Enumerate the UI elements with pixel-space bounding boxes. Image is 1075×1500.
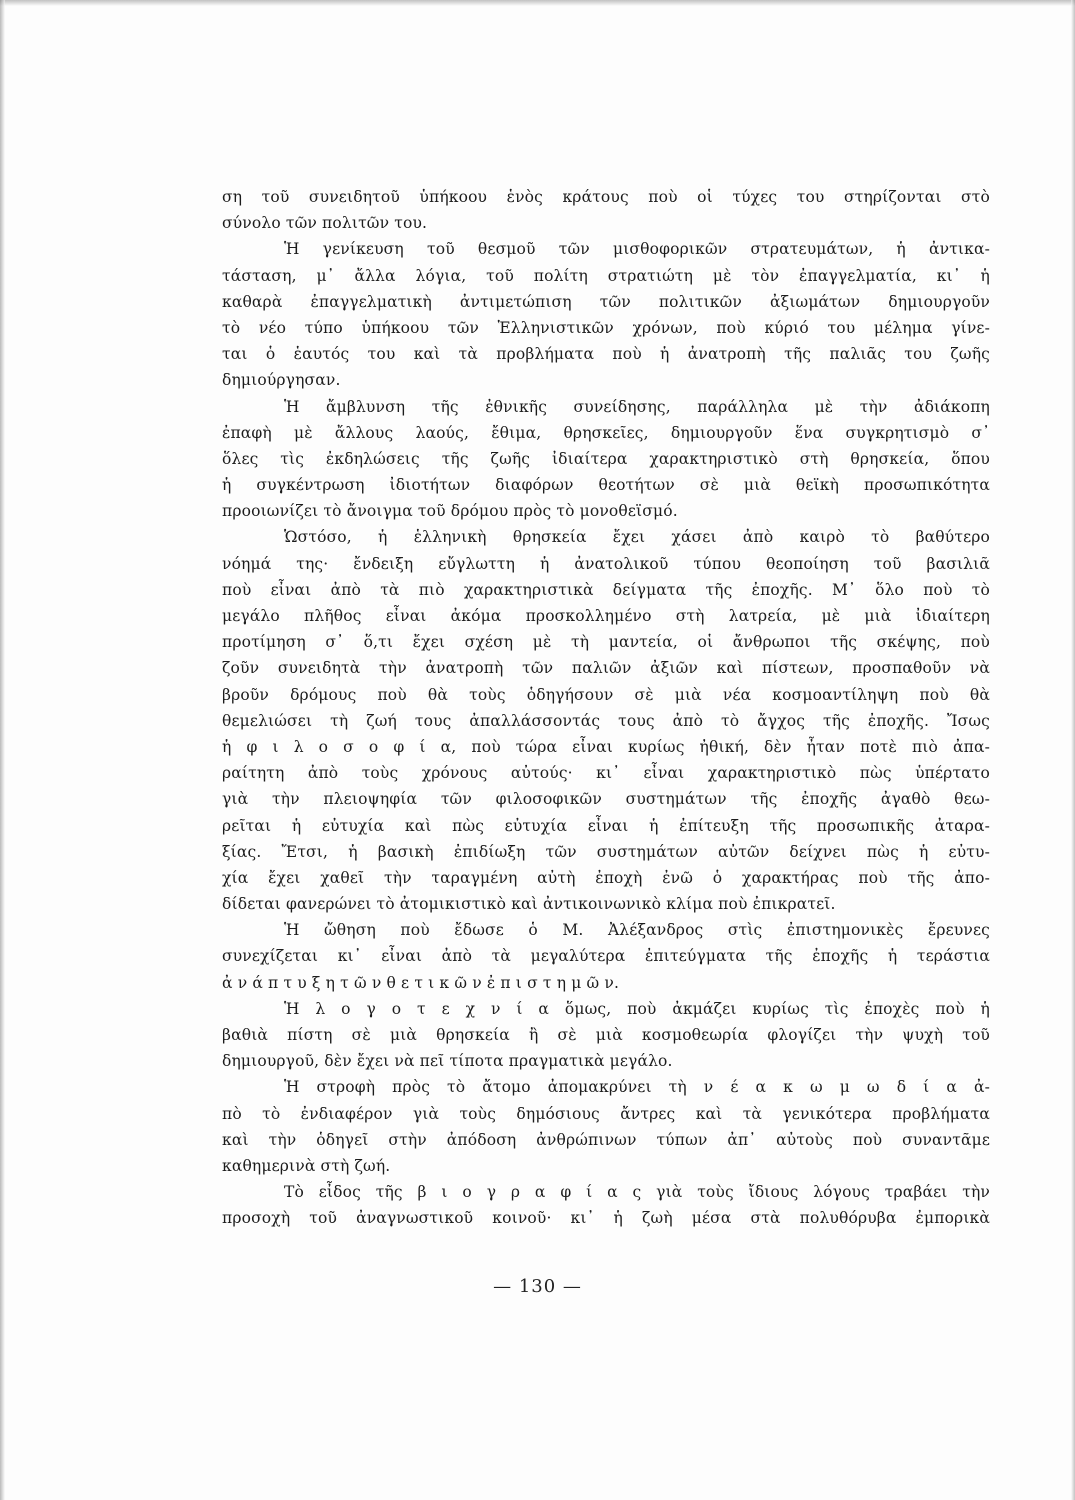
text-line: ρεῖται ἡ εὐτυχία καὶ πὼς εὐτυχία εἶναι ἡ ἐπίτευξη τῆς προσωπικῆς ἀταρα- bbox=[222, 816, 990, 835]
text-line: ἀ ν ά π τ υ ξ η τ ῶ ν θ ε τ ι κ ῶ ν ἐ π ι σ τ η μ ῶ ν. bbox=[222, 973, 620, 992]
text-line: Ἡ ὤθηση ποὺ ἔδωσε ὁ Μ. Ἀλέξανδρος στὶς ἐπιστημονικὲς ἔρευνες bbox=[284, 921, 990, 940]
text-line: βροῦν δρόμους ποὺ θὰ τοὺς ὁδηγήσουν σὲ μιὰ νέα κοσμοαντίληψη ποὺ θὰ bbox=[222, 685, 990, 704]
text-line: ξίας. Ἔτσι, ἡ βασικὴ ἐπιδίωξη τῶν συστημάτων αὐτῶν δείχνει πὼς ἡ εὐτυ- bbox=[222, 842, 990, 861]
text-line: πὸ τὸ ἐνδιαφέρον γιὰ τοὺς δημόσιους ἄντρες καὶ τὰ γενικότερα προβλήματα bbox=[222, 1104, 990, 1123]
text-line: δημιουργοῦ, δὲν ἔχει νὰ πεῖ τίποτα πραγματικὰ μεγάλο. bbox=[222, 1052, 673, 1071]
text-line: ραίτητη ἀπὸ τοὺς χρόνους αὐτούς· κι᾿ εἶναι χαρακτηριστικὸ πὼς ὑπέρτατο bbox=[222, 764, 990, 783]
text-line: συνεχίζεται κι᾿ εἶναι ἀπὸ τὰ μεγαλύτερα ἐπιτεύγματα τῆς ἐποχῆς ἡ τεράστια bbox=[222, 947, 990, 966]
body-text bbox=[222, 184, 990, 1232]
text-line: βαθιὰ πίστη σὲ μιὰ θρησκεία ἢ σὲ μιὰ κοσμοθεωρία φλογίζει τὴν ψυχὴ τοῦ bbox=[222, 1026, 990, 1044]
text-line: προσοχὴ τοῦ ἀναγνωστικοῦ κοινοῦ· κι᾿ ἡ ζωὴ μέσα στὰ πολυθόρυβα ἐμπορικὰ bbox=[222, 1209, 990, 1228]
text-line: νόημά της· ἔνδειξη εὔγλωττη ἡ ἀνατολικοῦ τύπου θεοποίηση τοῦ βασιλιᾶ bbox=[222, 554, 990, 573]
text-line: θεμελιώσει τὴ ζωή τους ἀπαλλάσσοντάς τους ἀπὸ τὸ ἄγχος τῆς ἐποχῆς. Ἴσως bbox=[222, 711, 990, 730]
text-line: σύνολο τῶν πολιτῶν του. bbox=[222, 214, 428, 233]
text-line: Ἡ ἄμβλυνση τῆς ἐθνικῆς συνείδησης, παράλληλα μὲ τὴν ἀδιάκοπη bbox=[284, 397, 990, 416]
text-line: ὅλες τὶς ἐκδηλώσεις τῆς ζωῆς ἰδιαίτερα χαρακτηριστικὸ στὴ θρησκεία, ὅπου bbox=[222, 449, 990, 468]
text-line: ἐπαφὴ μὲ ἄλλους λαούς, ἔθιμα, θρησκεῖες, δημιουργοῦν ἕνα συγκρητισμὸ σ᾿ bbox=[222, 423, 990, 442]
text-line: Ὡστόσο, ἡ ἑλληνικὴ θρησκεία ἔχει χάσει ἀπὸ καιρὸ τὸ βαθύτερο bbox=[284, 528, 990, 547]
page-edge-shadow-left bbox=[0, 0, 5, 1500]
text-line: τάσταση, μ᾿ ἄλλα λόγια, τοῦ πολίτη στρατιώτη μὲ τὸν ἐπαγγελματία, κι᾿ ἡ bbox=[222, 266, 990, 285]
page-edge-shadow-top bbox=[0, 0, 1075, 6]
text-line: ζοῦν συνειδητὰ τὴν ἀνατροπὴ τῶν παλιῶν ἀξιῶν καὶ πίστεων, προσπαθοῦν νὰ bbox=[222, 659, 990, 678]
text-line: ἡ συγκέντρωση ἰδιοτήτων διαφόρων θεοτήτων σὲ μιὰ θεϊκὴ προσωπικότητα bbox=[222, 476, 990, 495]
page-edge-shadow-right bbox=[1071, 0, 1075, 1500]
text-line: ἡ φ ι λ ο σ ο φ ί α, ποὺ τώρα εἶναι κυρίως ἠθική, δὲν ἦταν ποτὲ πιὸ ἀπα- bbox=[222, 737, 990, 756]
text-line: καθημερινὰ στὴ ζωή. bbox=[222, 1156, 391, 1175]
text-line: προοιωνίζει τὸ ἄνοιγμα τοῦ δρόμου πρὸς τὸ μονοθεϊσμό. bbox=[222, 502, 678, 521]
text-line: Ἡ στροφὴ πρὸς τὸ ἄτομο ἀπομακρύνει τὴ ν έ α κ ω μ ω δ ί α ἀ- bbox=[284, 1078, 990, 1097]
text-line: ποὺ εἶναι ἀπὸ τὰ πιὸ χαρακτηριστικὰ δείγματα τῆς ἐποχῆς. Μ᾿ ὅλο ποὺ τὸ bbox=[222, 580, 990, 599]
text-line: ση τοῦ συνειδητοῦ ὑπήκοου ἑνὸς κράτους ποὺ οἱ τύχες του στηρίζονται στὸ bbox=[222, 188, 990, 206]
text-line: Ἡ γενίκευση τοῦ θεσμοῦ τῶν μισθοφορικῶν στρατευμάτων, ἡ ἀντικα- bbox=[284, 240, 990, 259]
text-line: χία ἔχει χαθεῖ τὴν ταραγμένη αὐτὴ ἐποχὴ ἐνῶ ὁ χαρακτήρας ποὺ τῆς ἀπο- bbox=[222, 868, 990, 887]
text-line: Ἡ λ ο γ ο τ ε χ ν ί α ὅμως, ποὺ ἀκμάζει κυρίως τὶς ἐποχὲς ποὺ ἡ bbox=[284, 999, 990, 1018]
text-line: ται ὁ ἑαυτός του καὶ τὰ προβλήματα ποὺ ἡ ἀνατροπὴ τῆς παλιᾶς του ζωῆς bbox=[222, 345, 990, 364]
text-line: δίδεται φανερώνει τὸ ἀτομικιστικὸ καὶ ἀντικοινωνικὸ κλίμα ποὺ ἐπικρατεῖ. bbox=[222, 895, 836, 914]
text-line: καὶ τὴν ὁδηγεῖ στὴν ἀπόδοση ἀνθρώπινων τύπων ἀπ᾿ αὐτοὺς ποὺ συναντᾶμε bbox=[222, 1130, 990, 1149]
text-line: μεγάλο πλῆθος εἶναι ἀκόμα προσκολλημένο στὴ λατρεία, μὲ μιὰ ἰδιαίτερη bbox=[222, 607, 990, 625]
text-line: τὸ νέο τύπο ὑπήκοου τῶν Ἑλληνιστικῶν χρόνων, ποὺ κύριό του μέλημα γίνε- bbox=[222, 318, 990, 337]
text-line: καθαρὰ ἐπαγγελματικὴ ἀντιμετώπιση τῶν πολιτικῶν ἀξιωμάτων δημιουργοῦν bbox=[222, 292, 990, 311]
text-line: Τὸ εἶδος τῆς β ι ο γ ρ α φ ί α ς γιὰ τοὺς ἴδιους λόγους τραβάει τὴν bbox=[284, 1183, 990, 1202]
page-number: — 130 — bbox=[493, 1276, 582, 1297]
text-line: δημιούργησαν. bbox=[222, 371, 341, 390]
text-line: γιὰ τὴν πλειοψηφία τῶν φιλοσοφικῶν συστημάτων τῆς ἐποχῆς ἀγαθὸ θεω- bbox=[222, 790, 990, 809]
text-line: προτίμηση σ᾿ ὅ,τι ἔχει σχέση μὲ τὴ μαντεία, οἱ ἄνθρωποι τῆς σκέψης, ποὺ bbox=[222, 633, 990, 652]
